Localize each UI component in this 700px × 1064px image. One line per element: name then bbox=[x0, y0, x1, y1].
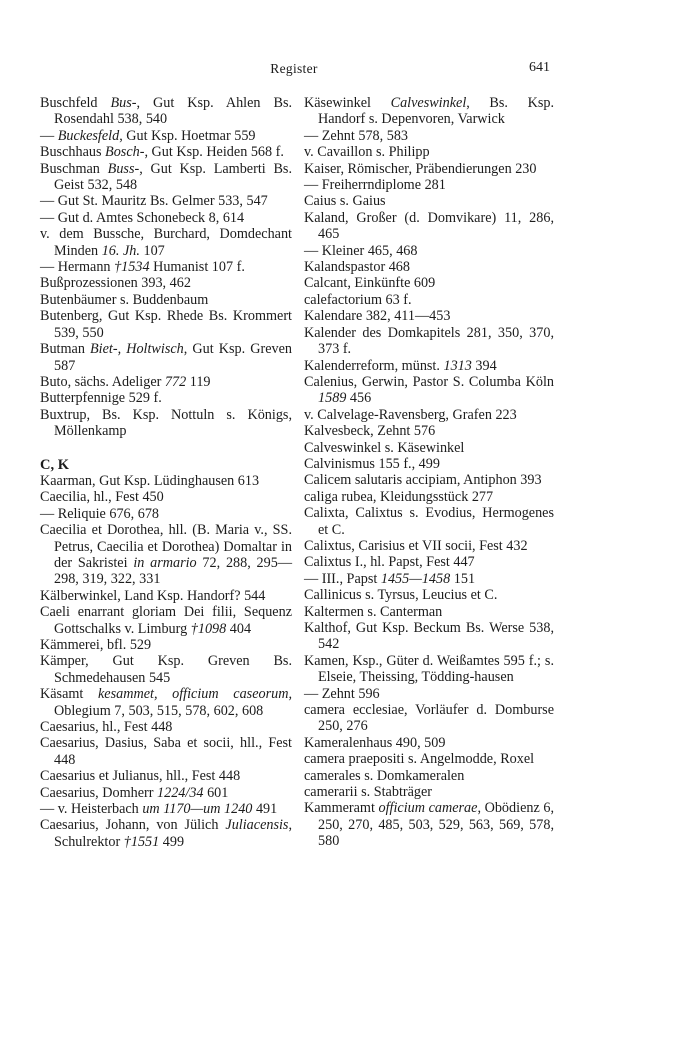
index-entry: Kämmerei, bfl. 529 bbox=[40, 637, 152, 653]
section-gap bbox=[40, 440, 292, 457]
index-entry: Kämper, Gut Ksp. Greven Bs. Schmedehausen 545 bbox=[40, 653, 292, 686]
index-entry: Buto, sächs. Adeliger 772 119 bbox=[40, 373, 211, 390]
index-entry: — Gut d. Amtes Schonebeck 8, 614 bbox=[40, 209, 245, 226]
index-entry: camerales s. Domkameralen bbox=[304, 767, 465, 784]
index-entry: Calvinismus 155 f., 499 bbox=[304, 455, 440, 472]
index-entry: Butterpfennige 529 f. bbox=[40, 390, 162, 407]
index-entry: Käsamt kesammet, officium caseorum, Oblegium 7, 503, 515, 578, 602, 608 bbox=[40, 686, 292, 719]
index-entry: Calixta, Calixtus s. Evodius, Hermogenes et C. bbox=[304, 505, 554, 538]
index-entry: Caesarius, Johann, von Jülich Juliacensis, Schulrektor †1551 499 bbox=[40, 817, 292, 850]
index-entry: — Gut St. Mauritz Bs. Gelmer 533, 547 bbox=[40, 193, 268, 210]
index-entry: Kaiser, Römischer, Präbendierungen 230 bbox=[304, 160, 537, 177]
index-entry: — Buckesfeld, Gut Ksp. Hoetmar 559 bbox=[40, 127, 256, 144]
index-entry: Kalendare 382, 411—453 bbox=[304, 308, 451, 325]
index-entry: camerarii s. Stabträger bbox=[304, 784, 433, 801]
index-entry: Kaland, Großer (d. Domvikare) 11, 286, 465 bbox=[304, 209, 554, 243]
left-entries-c-section bbox=[40, 473, 292, 850]
index-entry: Kameralenhaus 490, 509 bbox=[304, 734, 446, 751]
index-entry: Caius s. Gaius bbox=[304, 193, 386, 210]
index-entry: — Kleiner 465, 468 bbox=[304, 242, 418, 259]
index-entry: Caecilia et Dorothea, hll. (B. Maria v., SS. Petrus, Caecilia et Dorothea) Domaltar in der Sakristei in armario 72, 288, 295—298, 319, 322, 331 bbox=[40, 522, 293, 588]
index-entry: Buschfeld Bus-, Gut Ksp. Ahlen Bs. Rosendahl 538, 540 bbox=[40, 95, 293, 128]
index-entry: Butenberg, Gut Ksp. Rhede Bs. Krommert 539, 550 bbox=[40, 308, 292, 341]
index-entry: Buschhaus Bosch-, Gut Ksp. Heiden 568 f. bbox=[40, 144, 284, 161]
index-entry: Kalender des Domkapitels 281, 350, 370, 373 f. bbox=[304, 324, 554, 358]
running-header-title: Register bbox=[270, 61, 318, 76]
index-entry: — III., Papst 1455—1458 151 bbox=[304, 570, 476, 587]
index-entry: caliga rubea, Kleidungsstück 277 bbox=[304, 488, 494, 505]
index-entry: Käsewinkel Calveswinkel, Bs. Ksp. Handorf s. Depenvoren, Varwick bbox=[304, 95, 554, 128]
page-number: 641 bbox=[529, 60, 550, 75]
index-entry: Kälberwinkel, Land Ksp. Handorf? 544 bbox=[40, 587, 266, 604]
index-entry: — Reliquie 676, 678 bbox=[40, 505, 160, 522]
index-entry: Calveswinkel s. Käsewinkel bbox=[304, 439, 465, 456]
index-entry: Calicem salutaris accipiam, Antiphon 393 bbox=[304, 472, 542, 489]
index-entry: Calixtus I., hl. Papst, Fest 447 bbox=[304, 554, 475, 571]
index-entry: camera praepositi s. Angelmodde, Roxel bbox=[304, 751, 535, 768]
right-entries bbox=[304, 95, 554, 850]
index-entry: Kalthof, Gut Ksp. Beckum Bs. Werse 538, 542 bbox=[304, 620, 554, 653]
index-entry: Buxtrup, Bs. Ksp. Nottuln s. Königs, Möllenkamp bbox=[40, 406, 292, 440]
index-entry: — Freiherrndiplome 281 bbox=[304, 177, 446, 194]
index-entry: Caeli enarrant gloriam Dei filii, Sequenz Gottschalks v. Limburg †1098 404 bbox=[40, 604, 292, 637]
index-entry: Calixtus, Carisius et VII socii, Fest 432 bbox=[304, 537, 528, 554]
index-entry: Kammeramt officium camerae, Obödienz 6, 250, 270, 485, 503, 529, 563, 569, 578, 580 bbox=[304, 800, 554, 850]
index-entry: Buschman Buss-, Gut Ksp. Lamberti Bs. Geist 532, 548 bbox=[40, 160, 292, 194]
left-column bbox=[40, 95, 292, 850]
index-entry: Calenius, Gerwin, Pastor S. Columba Köln 1589 456 bbox=[304, 373, 554, 407]
index-entry: Butman Biet-, Holtwisch, Gut Ksp. Greven 587 bbox=[40, 341, 292, 374]
index-entry: v. Cavaillon s. Philipp bbox=[304, 144, 430, 161]
index-entry: Calcant, Einkünfte 609 bbox=[304, 275, 436, 292]
index-entry: — Hermann †1534 Humanist 107 f. bbox=[40, 259, 245, 276]
index-entry: — Zehnt 596 bbox=[304, 685, 380, 702]
section-heading: C, K bbox=[40, 456, 69, 473]
index-entry: Callinicus s. Tyrsus, Leucius et C. bbox=[304, 587, 498, 604]
index-entry: — v. Heisterbach um 1170—um 1240 491 bbox=[40, 801, 278, 818]
index-entry: Kalvesbeck, Zehnt 576 bbox=[304, 423, 436, 440]
index-entry: Caesarius, hl., Fest 448 bbox=[40, 719, 173, 736]
index-entry: Caecilia, hl., Fest 450 bbox=[40, 489, 164, 506]
index-entry: Butenbäumer s. Buddenbaum bbox=[40, 291, 209, 308]
index-entry: calefactorium 63 f. bbox=[304, 291, 412, 308]
left-entries-b-section bbox=[40, 95, 292, 440]
index-entry: Kaltermen s. Canterman bbox=[304, 603, 443, 620]
index-entry: Kaarman, Gut Ksp. Lüdinghausen 613 bbox=[40, 472, 260, 489]
index-entry: camera ecclesiae, Vorläufer d. Domburse 250, 276 bbox=[304, 702, 554, 735]
index-entry: Caesarius et Julianus, hll., Fest 448 bbox=[40, 768, 241, 785]
index-entry: v. dem Bussche, Burchard, Domdechant Minden 16. Jh. 107 bbox=[40, 226, 292, 259]
right-column bbox=[304, 95, 554, 850]
index-entry: Caesarius, Dasius, Saba et socii, hll., Fest 448 bbox=[40, 735, 292, 768]
index-entry: Kamen, Ksp., Güter d. Weißamtes 595 f.; s. Elseie, Theissing, Tödding-hausen bbox=[304, 652, 554, 686]
index-entry: Kalandspastor 468 bbox=[304, 259, 410, 276]
index-entry: Kalenderreform, münst. 1313 394 bbox=[304, 357, 497, 374]
index-entry: Bußprozessionen 393, 462 bbox=[40, 275, 191, 292]
index-entry: v. Calvelage-Ravensberg, Grafen 223 bbox=[304, 406, 517, 423]
index-entry: — Zehnt 578, 583 bbox=[304, 127, 409, 144]
index-entry: Caesarius, Domherr 1224/34 601 bbox=[40, 784, 229, 801]
